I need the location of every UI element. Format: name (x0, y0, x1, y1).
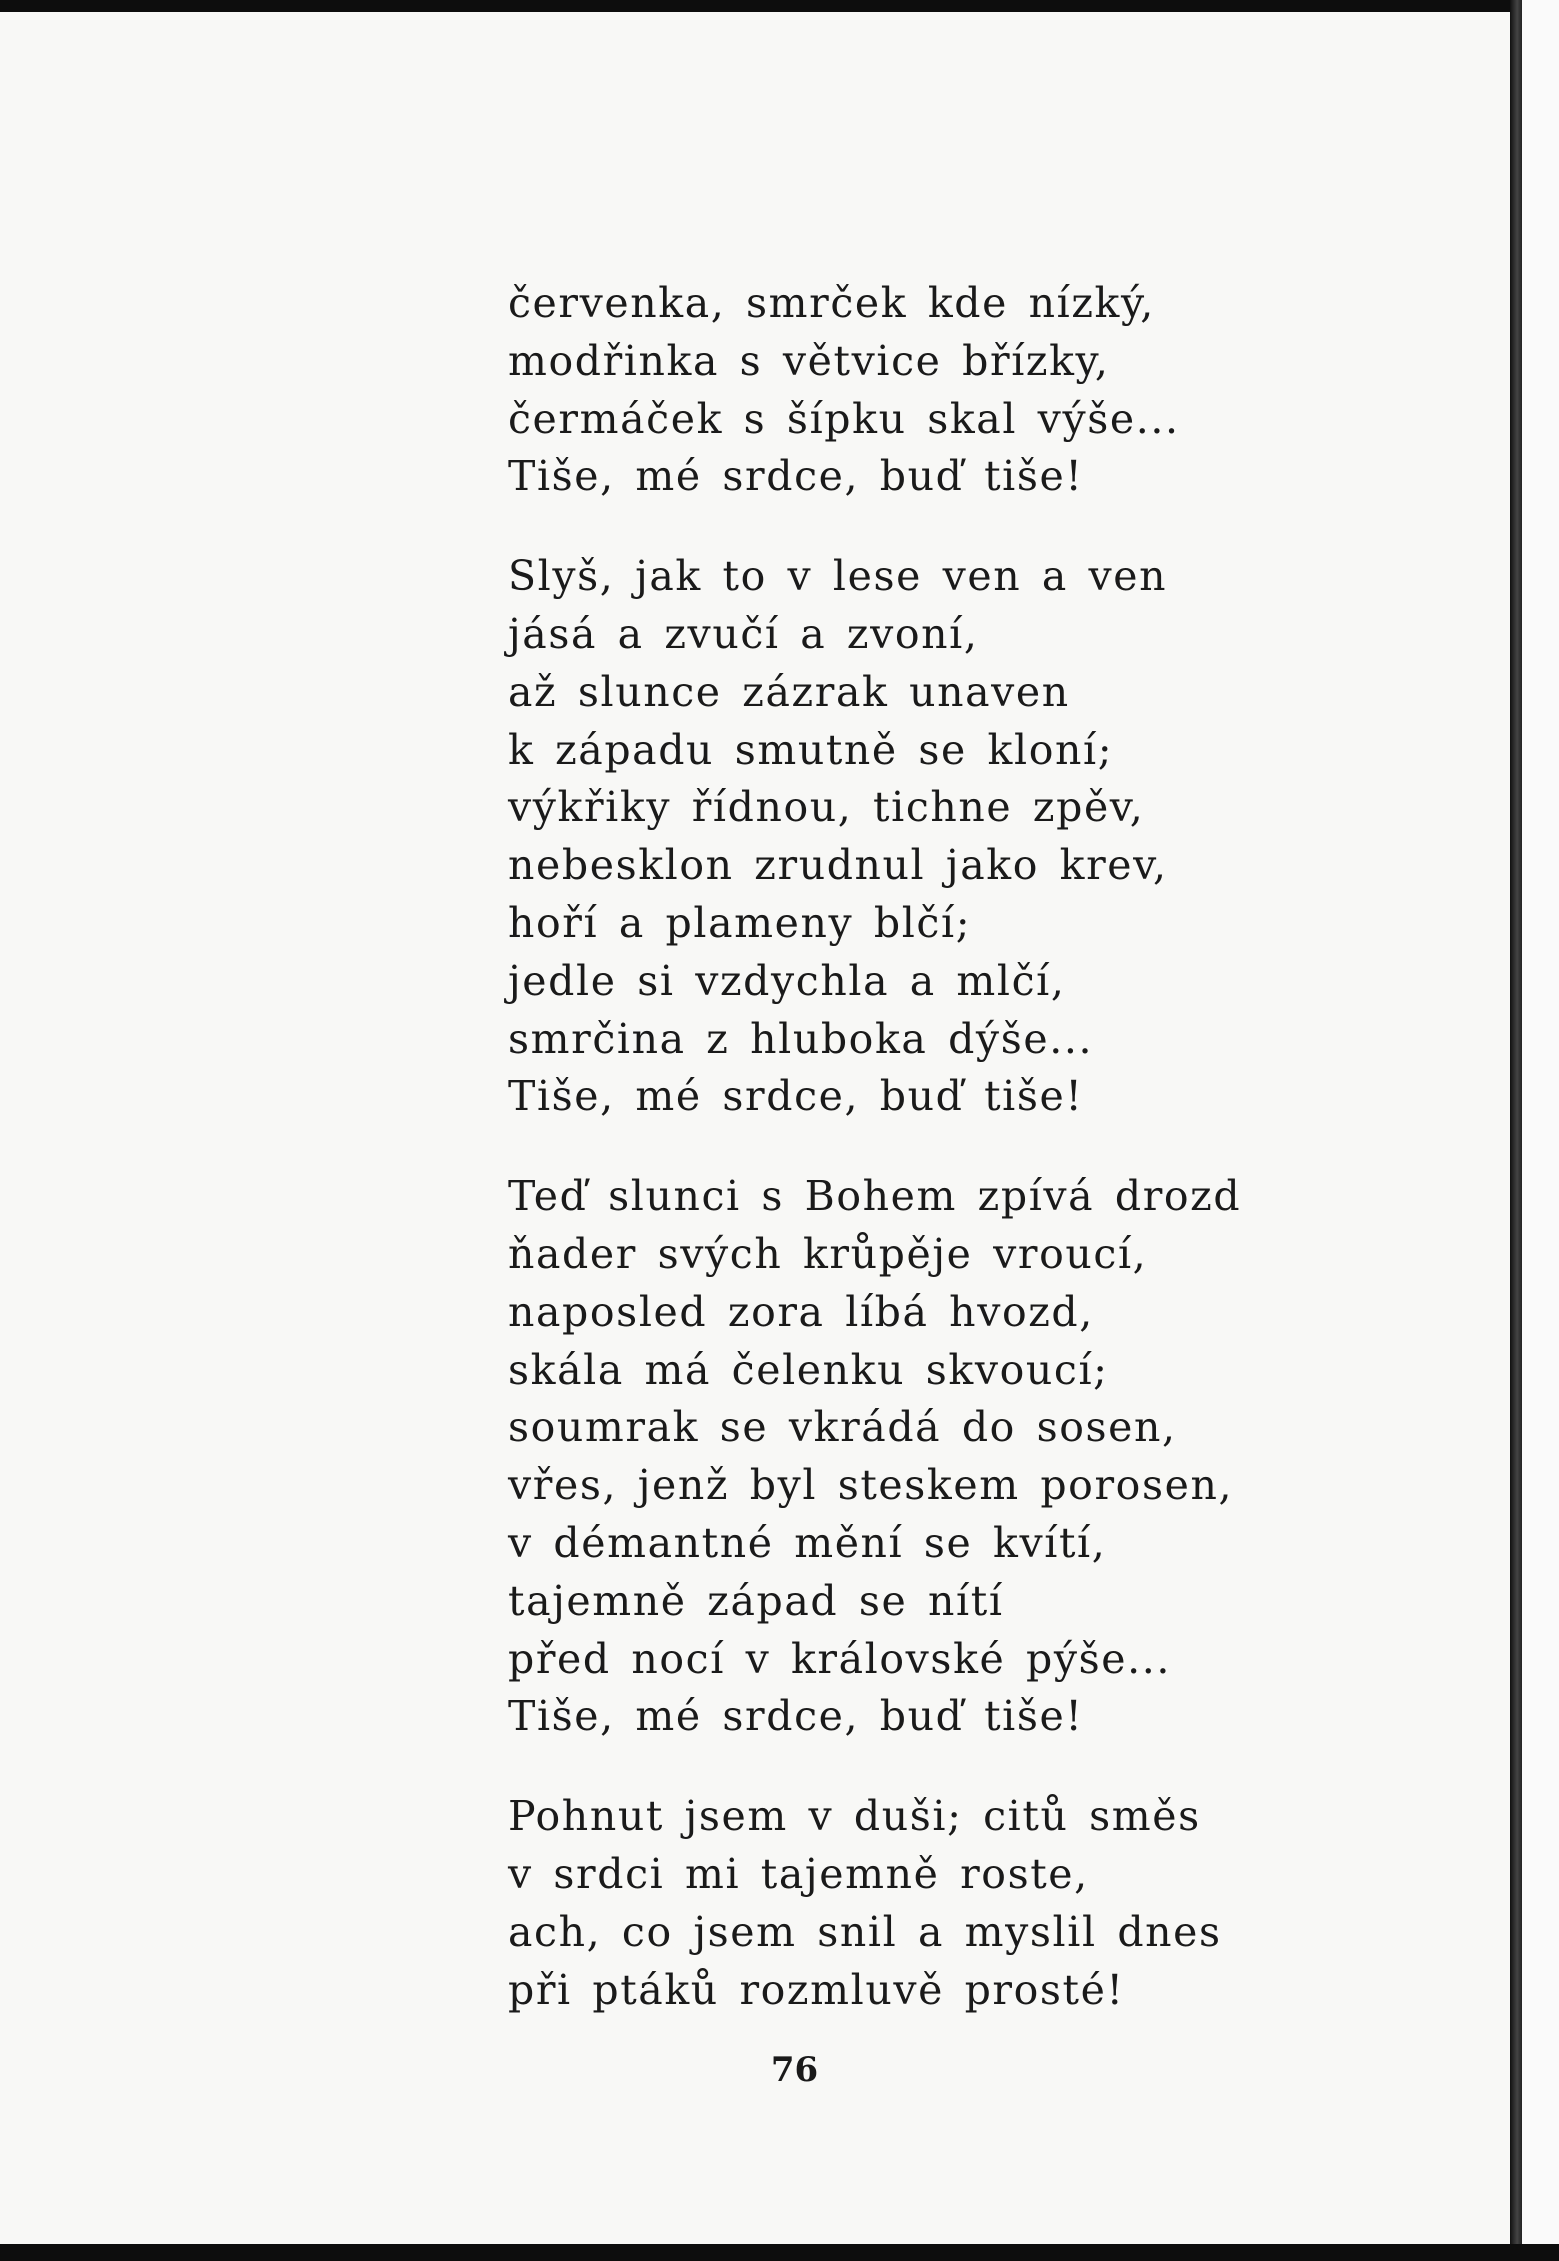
poem-line: Tiše, mé srdce, buď tiše! (508, 452, 1084, 501)
gutter-shadow (1510, 0, 1522, 2261)
poem-line: Tiše, mé srdce, buď tiše! (508, 1072, 1084, 1121)
poem-line: k západu smutně se kloní; (508, 725, 1114, 774)
poem-line: červenka, smrček kde nízký, (508, 279, 1155, 327)
poem-line: jedle si vzdychla a mlčí, (508, 956, 1066, 1005)
poem-line: Pohnut jsem v duši; citů směs (508, 1792, 1201, 1841)
poem-line: ňader svých krůpěje vroucí, (508, 1229, 1148, 1278)
poem-line: modřinka s větvice břízky, (508, 336, 1110, 385)
poem-text (508, 275, 1328, 2061)
stanza-2 (508, 548, 1328, 1126)
poem-line: skála má čelenku skvoucí; (508, 1345, 1109, 1394)
poem-line: při ptáků rozmluvě prosté! (508, 1965, 1125, 2014)
poem-line: čermáček s šípku skal výše... (508, 394, 1180, 443)
poem-line: výkřiky řídnou, tichne zpěv, (508, 783, 1145, 832)
poem-line: před nocí v královské pýše... (508, 1634, 1172, 1683)
facing-page-edge (1520, 0, 1559, 2261)
stanza-3 (508, 1168, 1328, 1746)
poem-line: soumrak se vkrádá do sosen, (508, 1403, 1177, 1452)
poem-line: Tiše, mé srdce, buď tiše! (508, 1692, 1084, 1741)
stanza-1 (508, 275, 1328, 506)
poem-line: smrčina z hluboka dýše... (508, 1014, 1094, 1063)
poem-line: naposled zora líbá hvozd, (508, 1287, 1094, 1336)
stanza-4 (508, 1788, 1328, 2019)
poem-line: jásá a zvučí a zvoní, (508, 609, 979, 658)
poem-line: Teď slunci s Bohem zpívá drozd (508, 1172, 1242, 1221)
poem-line: ach, co jsem snil a myslil dnes (508, 1907, 1222, 1956)
poem-line: nebesklon zrudnul jako krev, (508, 841, 1168, 890)
scan-border (0, 2244, 1559, 2261)
poem-line: v srdci mi tajemně roste, (508, 1849, 1089, 1898)
poem-line: hoří a plameny blčí; (508, 898, 972, 947)
poem-line: tajemně západ se nítí (508, 1576, 1004, 1625)
poem-line: Slyš, jak to v lese ven a ven (508, 552, 1168, 601)
poem-line: v démantné mění se kvítí, (508, 1518, 1107, 1567)
page-number: 76 (770, 2050, 819, 2090)
poem-line: vřes, jenž byl steskem porosen, (508, 1461, 1234, 1510)
poem-line: až slunce zázrak unaven (508, 667, 1070, 716)
